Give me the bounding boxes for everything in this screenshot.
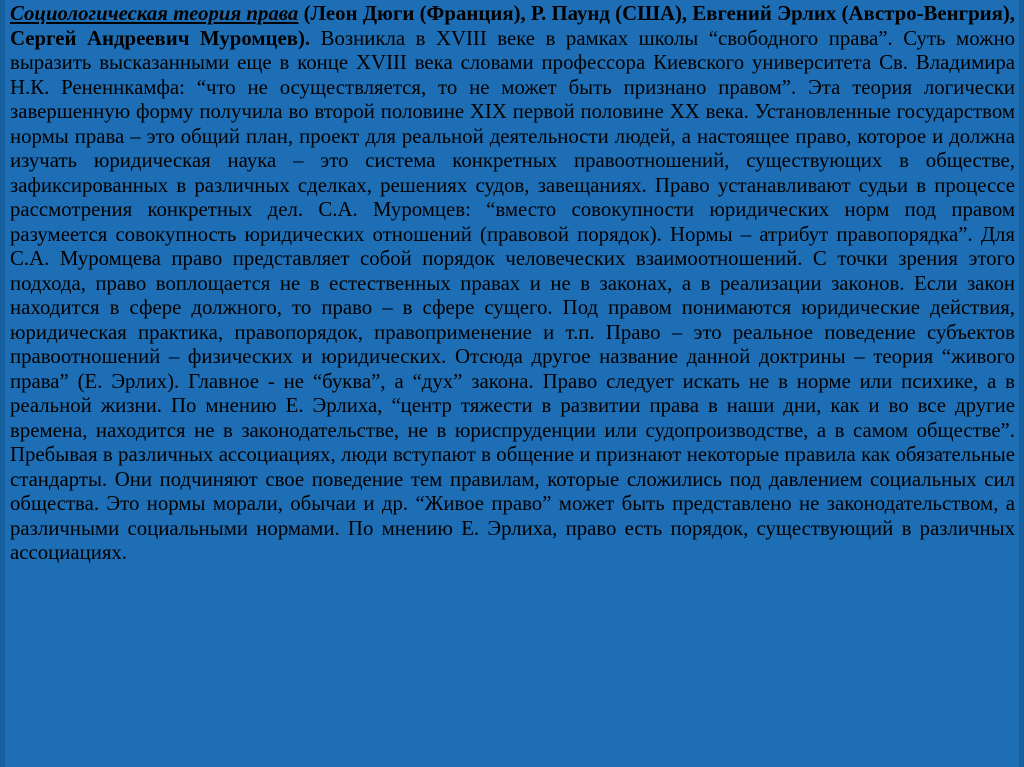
slide-edge-right <box>1019 0 1024 767</box>
body-text: Возникла в XVIII веке в рамках школы “свободного права”. Суть можно выразить высказанными еще в конце XVIII века словами профессора Киевского университета Св. Владимира Н.К. Рененнкамфа: “что не осуществляется, то не может быть признано правом”. Эта теория логически завершенную форму получила во второй половине XIX первой половине XX века. Установленные государством нормы права – это общий план, проект для реальной деятельности людей, а настоящее право, которое и должна изучать юридическая наука – это система конкретных правоотношений, существующих в обществе, зафиксированных в различных сделках, решениях судов, завещаниях. Право устанавливают судьи в процессе рассмотрения конкретных дел. С.А. Муромцев: “вместо совокупности юридических норм под правом разумеется совокупность юридических отношений (правовой порядок). Нормы – атрибут правопорядка”. Для С.А. Муромцева право представляет собой порядок человеческих взаимоотношений. С точки зрения этого подхода, право воплощается не в естественных правах и не в законах, а в реализации законов. Если закон находится в сфере должного, то право – в сфере сущего. Под правом понимаются юридические действия, юридическая практика, правопорядок, правоприменение и т.п. Право – это реальное поведение субъектов правоотношений – физических и юридических. Отсюда другое название данной доктрины – теория “живого права” (Е. Эрлих). Главное - не “буква”, а “дух” закона. Право следует искать не в норме или психике, а в реальной жизни. По мнению Е. Эрлиха, “центр тяжести в развитии права в наши дни, как и во все другие времена, находится не в законодательстве, не в юриспруденции или судопроизводстве, а в самом обществе”. Пребывая в различных ассоциациях, люди вступают в общение и признают некоторые правила как обязательные стандарты. Они подчиняют свое поведение тем правилам, которые сложились под давлением социальных сил общества. Это нормы морали, обычаи и др. “Живое право” может быть представлено не законодательством, а различными социальными нормами. По мнению Е. Эрлиха, право есть порядок, существующий в различных ассоциациях. <box>10 26 1015 564</box>
slide-text <box>10 2 1015 566</box>
topic-title: Социологическая теория права <box>10 2 299 25</box>
authors-list: (Леон Дюги (Франция), Р. Паунд (США), Евгений Эрлих (Австро-Венгрия), Сергей Андреевич Муромцев). <box>10 2 1015 50</box>
slide-edge-left <box>0 0 5 767</box>
